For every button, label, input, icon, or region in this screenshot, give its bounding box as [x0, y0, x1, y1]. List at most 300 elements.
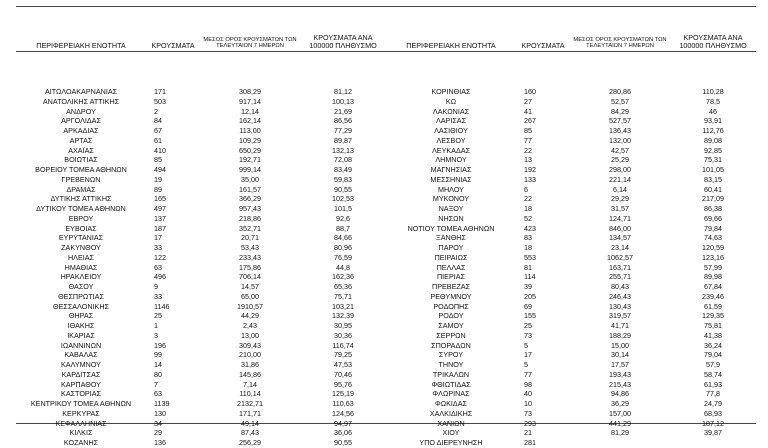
- table-row: [16, 350, 756, 360]
- cell-region-left: ΚΑΡΔΙΤΣΑΣ: [61, 369, 101, 379]
- cell-avg7-right: 527,57: [609, 116, 631, 126]
- cell-avg7-right: 298,00: [609, 165, 631, 174]
- cell-region-right: ΛΑΡΙΣΑΣ: [435, 116, 467, 126]
- cell-avg7-right: 188,29: [609, 330, 631, 340]
- cell-avg7-right: 41,71: [611, 321, 629, 330]
- cell-avg7-right: 130,43: [609, 301, 631, 311]
- cell-per100k-right: 129,35: [702, 311, 724, 321]
- cell-per100k-right: 74,63: [704, 233, 722, 243]
- cell-region-left: ΚΟΖΑΝΗΣ: [63, 438, 99, 447]
- cell-per100k-left: 44,8: [336, 262, 350, 272]
- cell-avg7-left: 175,86: [239, 262, 261, 272]
- cell-region-right: ΜΗΛΟΥ: [438, 184, 464, 194]
- cell-region-left: ΓΡΕΒΕΝΩΝ: [61, 174, 101, 184]
- cell-region-left: ΑΧΑΪΑΣ: [68, 145, 94, 155]
- cell-avg7-right: 193,43: [609, 369, 631, 379]
- cell-per100k-right: 78,5: [706, 96, 720, 106]
- cell-per100k-left: 81,12: [334, 87, 352, 96]
- cell-avg7-left: 145,86: [239, 369, 261, 379]
- cell-per100k-left: 36,06: [334, 428, 352, 438]
- cell-cases-left: 496: [154, 272, 166, 282]
- cell-region-right: ΚΟΡΙΝΘΙΑΣ: [431, 87, 471, 96]
- cell-cases-left: 503: [154, 96, 166, 106]
- cell-cases-right: 423: [524, 223, 536, 233]
- table-row: [16, 282, 756, 292]
- cell-region-right: ΠΕΛΛΑΣ: [436, 262, 466, 272]
- cell-cases-left: 494: [154, 165, 166, 174]
- cell-avg7-right: 29,29: [611, 194, 629, 204]
- cell-per100k-right: 39,87: [704, 428, 722, 438]
- cell-region-left: ΑΝΔΡΟΥ: [66, 106, 96, 116]
- cell-region-right: ΣΥΡΟΥ: [438, 350, 464, 360]
- cell-cases-left: 85: [154, 155, 162, 165]
- cell-cases-right: 22: [524, 145, 532, 155]
- cell-cases-left: 1146: [154, 301, 170, 311]
- cell-region-left: ΙΘΑΚΗΣ: [67, 321, 95, 330]
- cell-per100k-right: 93,91: [704, 116, 722, 126]
- table-row: [16, 263, 756, 273]
- table-row: [16, 97, 756, 107]
- cell-per100k-left: 162,36: [332, 272, 354, 282]
- table-body: [16, 87, 756, 448]
- cell-cases-right: 18: [524, 204, 532, 213]
- cell-cases-right: 73: [524, 330, 532, 340]
- cases-table: [16, 15, 756, 448]
- cell-per100k-left: 101,5: [334, 204, 352, 213]
- cell-avg7-left: 1910,57: [237, 301, 263, 311]
- table-row: [16, 399, 756, 409]
- cell-region-left: ΑΙΤΩΛΟΑΚΑΡΝΑΝΙΑΣ: [44, 87, 118, 96]
- table-row: [16, 272, 756, 282]
- cell-cases-left: 63: [154, 262, 162, 272]
- cell-per100k-left: 30,95: [334, 321, 352, 330]
- cell-avg7-left: 2132,71: [237, 399, 263, 408]
- cell-region-left: ΚΙΛΚΙΣ: [69, 428, 93, 438]
- cell-cases-left: 9: [154, 282, 158, 291]
- cell-cases-left: 1: [154, 321, 158, 330]
- cell-region-left: ΚΑΛΥΜΝΟΥ: [61, 360, 101, 369]
- cell-per100k-left: 92,6: [336, 213, 350, 223]
- cell-avg7-right: 42,57: [611, 145, 629, 155]
- cell-cases-left: 410: [154, 145, 166, 155]
- table-row: [16, 155, 756, 165]
- cell-per100k-left: 90,55: [334, 438, 352, 447]
- cell-cases-right: 192: [524, 165, 536, 174]
- table-row: [16, 233, 756, 243]
- cell-region-left: ΑΡΚΑΔΙΑΣ: [63, 126, 99, 135]
- cell-cases-left: 67: [154, 126, 162, 135]
- cell-cases-left: 2: [154, 106, 158, 116]
- cell-avg7-right: 246,43: [609, 291, 631, 301]
- table-row: [16, 87, 756, 97]
- cell-region-left: ΗΛΕΙΑΣ: [67, 252, 95, 262]
- cell-cases-right: 69: [524, 301, 532, 311]
- cell-avg7-left: 110,14: [239, 389, 261, 399]
- cell-per100k-left: 132,13: [332, 145, 354, 155]
- cell-avg7-left: 161,57: [239, 184, 261, 194]
- cell-per100k-right: 36,24: [704, 340, 722, 350]
- cell-per100k-left: 110,63: [332, 399, 354, 408]
- cell-region-right: ΦΩΚΙΔΑΣ: [435, 399, 467, 408]
- header-per100k-left: ΚΡΟΥΣΜΑΤΑ ΑΝΑ 100000 ΠΛΗΘΥΣΜΟ: [309, 33, 377, 50]
- cell-region-left: ΘΕΣΣΑΛΟΝΙΚΗΣ: [53, 301, 109, 311]
- cell-per100k-left: 88,7: [336, 223, 350, 233]
- cell-per100k-left: 102,53: [332, 194, 354, 204]
- cell-avg7-right: 124,71: [609, 213, 631, 223]
- cell-cases-right: 267: [524, 116, 536, 126]
- cell-per100k-left: 59,83: [334, 174, 352, 184]
- cell-per100k-left: 100,13: [332, 96, 354, 106]
- cell-per100k-left: 86,56: [334, 116, 352, 126]
- cell-cases-left: 84: [154, 116, 162, 126]
- cell-region-left: ΕΥΒΟΙΑΣ: [65, 223, 97, 233]
- cell-cases-right: 10: [524, 399, 532, 408]
- cell-cases-right: 98: [524, 379, 532, 389]
- cell-per100k-right: 83,15: [704, 174, 722, 184]
- cell-per100k-left: 47,53: [334, 360, 352, 369]
- cell-cases-left: 3: [154, 330, 158, 340]
- cell-avg7-right: 134,57: [609, 233, 631, 243]
- cell-avg7-left: 917,14: [239, 96, 261, 106]
- cell-avg7-left: 31,86: [241, 360, 259, 369]
- cell-avg7-right: 163,71: [609, 262, 631, 272]
- cell-cases-right: 40: [524, 389, 532, 399]
- cell-region-left: ΑΝΑΤΟΛΙΚΗΣ ΑΤΤΙΚΗΣ: [42, 96, 120, 106]
- cell-avg7-right: 1062,57: [607, 252, 633, 262]
- cell-region-right: ΧΑΝΙΩΝ: [437, 418, 465, 428]
- cell-avg7-left: 171,71: [239, 408, 261, 418]
- cell-per100k-right: 57,99: [704, 262, 722, 272]
- cell-per100k-right: 79,04: [704, 350, 722, 360]
- table-row: [16, 253, 756, 263]
- cell-avg7-right: 319,57: [609, 311, 631, 321]
- cell-avg7-right: 31,57: [611, 204, 629, 213]
- cell-cases-right: 85: [524, 126, 532, 135]
- cell-avg7-right: 23,14: [611, 243, 629, 252]
- cell-region-right: ΛΑΣΙΘΙΟΥ: [434, 126, 468, 135]
- cell-per100k-right: 68,93: [704, 408, 722, 418]
- cell-per100k-right: 61,93: [704, 379, 722, 389]
- cell-avg7-right: [570, 438, 670, 448]
- table-row: [16, 136, 756, 146]
- cell-cases-left: 171: [154, 87, 166, 96]
- top-rule: [16, 6, 756, 7]
- cell-avg7-right: 215,43: [609, 379, 631, 389]
- cell-region-right: ΡΟΔΟΠΗΣ: [433, 301, 469, 311]
- cell-per100k-left: 65,36: [334, 282, 352, 291]
- cell-cases-left: 89: [154, 184, 162, 194]
- cell-per100k-right: 24,79: [704, 399, 722, 408]
- cell-per100k-right: 217,09: [702, 194, 724, 204]
- cell-avg7-left: 308,29: [239, 87, 261, 96]
- header-per100k-right: ΚΡΟΥΣΜΑΤΑ ΑΝΑ 100000 ΠΛΗΘΥΣΜΟ: [679, 33, 747, 50]
- cell-per100k-left: 76,59: [334, 252, 352, 262]
- cell-region-left: ΚΑΣΤΟΡΙΑΣ: [61, 389, 101, 399]
- cell-cases-left: 25: [154, 311, 162, 321]
- cell-region-right: ΤΗΝΟΥ: [438, 360, 464, 369]
- cell-avg7-left: 13,00: [241, 330, 259, 340]
- cell-per100k-right: 120,59: [702, 243, 724, 252]
- cell-avg7-right: 94,86: [611, 389, 629, 399]
- cell-region-left: ΑΡΓΟΛΙΔΑΣ: [61, 116, 101, 126]
- table-row: [16, 292, 756, 302]
- cell-avg7-right: 441,29: [609, 418, 631, 428]
- cell-cases-left: 130: [154, 408, 166, 418]
- cell-cases-right: 281: [524, 438, 536, 447]
- cell-cases-right: 81: [524, 262, 532, 272]
- header-cases-left: ΚΡΟΥΣΜΑΤΑ: [151, 40, 195, 50]
- cell-per100k-left: 80,96: [334, 243, 352, 252]
- cell-per100k-left: 77,29: [334, 126, 352, 135]
- cell-avg7-right: 132,00: [609, 135, 631, 145]
- table-row: [16, 243, 756, 253]
- cell-per100k-right: 112,76: [702, 126, 724, 135]
- cell-avg7-right: 84,29: [611, 106, 629, 116]
- cell-cases-left: 187: [154, 223, 166, 233]
- cell-cases-right: 52: [524, 213, 532, 223]
- cell-per100k-left: 116,74: [332, 340, 354, 350]
- table-row: [16, 331, 756, 341]
- table-row: [16, 185, 756, 195]
- cell-avg7-left: 14,57: [241, 282, 259, 291]
- cell-region-right: ΝΑΞΟΥ: [438, 204, 464, 213]
- cell-region-right: ΛΕΥΚΑΔΑΣ: [431, 145, 470, 155]
- table-row: [16, 419, 756, 429]
- cell-avg7-left: 192,71: [239, 155, 261, 165]
- cell-avg7-left: 999,14: [239, 165, 261, 174]
- table-row: [16, 224, 756, 234]
- cell-per100k-left: 89,87: [334, 135, 352, 145]
- cell-avg7-left: 233,43: [239, 252, 261, 262]
- cell-cases-right: 25: [524, 321, 532, 330]
- cell-cases-left: 99: [154, 350, 162, 360]
- cell-per100k-right: 41,38: [704, 330, 722, 340]
- cell-per100k-right: 67,84: [704, 282, 722, 291]
- table-row: [16, 311, 756, 321]
- cell-per100k-right: [670, 438, 756, 448]
- cell-region-right: ΝΟΤΙΟΥ ΤΟΜΕΑ ΑΘΗΝΩΝ: [407, 223, 495, 233]
- cell-avg7-right: 255,71: [609, 272, 631, 282]
- cell-region-left: ΚΑΒΑΛΑΣ: [64, 350, 98, 360]
- cell-region-left: ΘΗΡΑΣ: [68, 311, 94, 321]
- cell-cases-left: 137: [154, 213, 166, 223]
- cell-region-right: ΠΕΙΡΑΙΩΣ: [434, 252, 468, 262]
- cell-avg7-left: 210,00: [239, 350, 261, 360]
- cell-per100k-left: 94,97: [334, 418, 352, 428]
- cell-per100k-right: 79,84: [704, 223, 722, 233]
- cell-region-left: ΚΕΝΤΡΙΚΟΥ ΤΟΜΕΑ ΑΘΗΝΩΝ: [30, 399, 132, 408]
- cell-region-right: ΦΘΙΩΤΙΔΑΣ: [431, 379, 471, 389]
- cell-cases-left: 165: [154, 194, 166, 204]
- cell-avg7-right: 221,14: [609, 174, 631, 184]
- cell-per100k-left: 21,69: [334, 106, 352, 116]
- cell-per100k-right: 89,08: [704, 135, 722, 145]
- cell-region-left: ΖΑΚΥΝΘΟΥ: [61, 243, 101, 252]
- header-region-right: ΠΕΡΙΦΕΡΕΙΑΚΗ ΕΝΟΤΗΤΑ: [406, 40, 496, 50]
- cell-cases-left: 136: [154, 438, 166, 447]
- cell-cases-right: 77: [524, 369, 532, 379]
- cell-avg7-right: 157,00: [609, 408, 631, 418]
- cell-avg7-right: 80,43: [611, 282, 629, 291]
- cell-cases-left: 14: [154, 360, 162, 369]
- cell-region-right: ΥΠΟ ΔΙΕΡΕΥΝΗΣΗ: [419, 438, 483, 447]
- cell-cases-right: 17: [524, 350, 532, 360]
- cell-per100k-right: 60,41: [704, 184, 722, 194]
- cell-avg7-left: 2,43: [243, 321, 257, 330]
- cell-avg7-left: 162,14: [239, 116, 261, 126]
- header-avg7-right: ΜΕΣΟΣ ΟΡΟΣ ΚΡΟΥΣΜΑΤΩΝ ΤΩΝ ΤΕΛΕΥΤΑΙΩΝ 7 ΗΜΕΡΩΝ: [573, 36, 667, 50]
- cell-per100k-right: 110,28: [702, 87, 724, 96]
- cell-region-left: ΔΥΤΙΚΗΣ ΑΤΤΙΚΗΣ: [50, 194, 112, 204]
- header-region-left: ΠΕΡΙΦΕΡΕΙΑΚΗ ΕΝΟΤΗΤΑ: [36, 40, 126, 50]
- table-row: [16, 380, 756, 390]
- table-row: [16, 204, 756, 214]
- cell-per100k-right: 69,66: [704, 213, 722, 223]
- cell-region-right: ΦΛΩΡΙΝΑΣ: [432, 389, 470, 399]
- cell-avg7-left: 113,00: [239, 126, 261, 135]
- cell-region-right: ΧΙΟΥ: [442, 428, 460, 438]
- cell-region-left: ΚΕΡΚΥΡΑΣ: [62, 408, 100, 418]
- cell-region-left: ΚΕΦΑΛΛΗΝΙΑΣ: [55, 418, 107, 428]
- cell-avg7-left: 65,00: [241, 291, 259, 301]
- cell-cases-right: 83: [524, 233, 532, 243]
- cell-region-right: ΣΠΟΡΑΔΩΝ: [431, 340, 471, 350]
- cell-per100k-left: 90,55: [334, 184, 352, 194]
- table-row: [16, 175, 756, 185]
- cell-region-left: ΗΡΑΚΛΕΙΟΥ: [60, 272, 102, 282]
- cell-region-left: ΙΩΑΝΝΙΝΩΝ: [60, 340, 102, 350]
- cell-avg7-left: 44,29: [241, 311, 259, 321]
- cell-cases-left: 34: [154, 418, 162, 428]
- cell-cases-right: 160: [524, 87, 536, 96]
- cell-cases-right: 22: [524, 194, 532, 204]
- table-row: [16, 389, 756, 399]
- cell-avg7-left: 218,86: [239, 213, 261, 223]
- cell-region-right: ΚΩ: [445, 96, 457, 106]
- cell-avg7-right: 6,14: [613, 184, 627, 194]
- cell-cases-right: 27: [524, 96, 532, 106]
- cell-region-left: ΙΚΑΡΙΑΣ: [67, 330, 95, 340]
- cell-cases-right: 21: [524, 428, 532, 438]
- cell-per100k-right: 61,59: [704, 301, 722, 311]
- cell-per100k-left: 125,19: [332, 389, 354, 399]
- cell-region-left: ΔΥΤΙΚΟΥ ΤΟΜΕΑ ΑΘΗΝΩΝ: [36, 204, 126, 213]
- cell-cases-right: 5: [524, 340, 528, 350]
- table-row: [16, 302, 756, 312]
- cell-cases-left: 497: [154, 204, 166, 213]
- cell-cases-left: 80: [154, 369, 162, 379]
- cell-region-right: ΛΕΣΒΟΥ: [436, 135, 466, 145]
- cell-cases-right: 553: [524, 252, 536, 262]
- cell-cases-right: 155: [524, 311, 536, 321]
- cell-avg7-right: 280,86: [609, 87, 631, 96]
- cell-avg7-left: 957,43: [239, 204, 261, 213]
- cell-avg7-right: 846,00: [609, 223, 631, 233]
- cell-per100k-right: 86,38: [704, 204, 722, 213]
- table-row: [16, 370, 756, 380]
- table-row: [16, 165, 756, 175]
- cell-cases-right: 133: [524, 174, 536, 184]
- cell-per100k-left: 83,49: [334, 165, 352, 174]
- cell-cases-left: 29: [154, 428, 162, 438]
- cell-region-right: ΡΟΔΟΥ: [438, 311, 464, 321]
- cell-cases-right: 39: [524, 282, 532, 291]
- cell-cases-right: 114: [524, 272, 536, 282]
- cell-per100k-left: 79,25: [334, 350, 352, 360]
- cell-per100k-left: 124,56: [332, 408, 354, 418]
- cell-per100k-right: 239,46: [702, 291, 724, 301]
- cell-cases-left: 196: [154, 340, 166, 350]
- cell-avg7-left: 20,71: [241, 233, 259, 243]
- cell-cases-right: 205: [524, 291, 536, 301]
- cell-region-left: ΚΑΡΠΑΘΟΥ: [61, 379, 101, 389]
- cell-avg7-right: 81,29: [611, 428, 629, 438]
- table-row: [16, 409, 756, 419]
- cell-per100k-right: 75,81: [704, 321, 722, 330]
- cell-cases-left: 122: [154, 252, 166, 262]
- cell-region-right: ΤΡΙΚΑΛΩΝ: [432, 369, 470, 379]
- cell-per100k-left: 72,08: [334, 155, 352, 165]
- header-avg7-left: ΜΕΣΟΣ ΟΡΟΣ ΚΡΟΥΣΜΑΤΩΝ ΤΩΝ ΤΕΛΕΥΤΑΙΩΝ 7 ΗΜΕΡΩΝ: [203, 36, 297, 50]
- cell-per100k-right: 75,31: [704, 155, 722, 165]
- cell-cases-right: 73: [524, 408, 532, 418]
- cell-avg7-left: 309,43: [239, 340, 261, 350]
- cell-per100k-right: 58,74: [704, 369, 722, 379]
- cell-region-right: ΝΗΣΩΝ: [438, 213, 464, 223]
- cell-cases-left: 33: [154, 243, 162, 252]
- cell-cases-right: 293: [524, 418, 536, 428]
- cell-cases-right: 13: [524, 155, 532, 165]
- cell-region-right: ΜΕΣΣΗΝΙΑΣ: [430, 174, 472, 184]
- cell-avg7-left: 7,14: [243, 379, 257, 389]
- cell-avg7-right: 17,57: [611, 360, 629, 369]
- cell-per100k-left: 75,71: [334, 291, 352, 301]
- cell-cases-left: 61: [154, 135, 162, 145]
- table-row: [16, 194, 756, 204]
- cell-per100k-left: 103,21: [332, 301, 354, 311]
- cell-cases-right: 77: [524, 135, 532, 145]
- cell-per100k-left: 95,76: [334, 379, 352, 389]
- cell-region-right: ΛΗΜΝΟΥ: [435, 155, 467, 165]
- cell-avg7-right: 15,00: [611, 340, 629, 350]
- cell-region-right: ΣΑΜΟΥ: [438, 321, 464, 330]
- cell-per100k-left: 84,66: [334, 233, 352, 243]
- cell-region-left: ΕΒΡΟΥ: [68, 213, 94, 223]
- cell-avg7-left: 87,43: [241, 428, 259, 438]
- cell-per100k-right: 123,16: [702, 252, 724, 262]
- table-row: [16, 438, 756, 448]
- cell-per100k-right: 57,9: [706, 360, 720, 369]
- cell-avg7-left: 256,29: [239, 438, 261, 447]
- cell-region-left: ΕΥΡΥΤΑΝΙΑΣ: [58, 233, 104, 243]
- cell-region-right: ΡΕΘΥΜΝΟΥ: [430, 291, 472, 301]
- cell-region-left: ΔΡΑΜΑΣ: [66, 184, 96, 194]
- cell-avg7-left: 109,29: [239, 135, 261, 145]
- cell-per100k-right: 46: [709, 106, 717, 116]
- cell-avg7-right: 25,29: [611, 155, 629, 165]
- cell-avg7-left: 706,14: [239, 272, 261, 282]
- cell-avg7-right: 136,43: [609, 126, 631, 135]
- table-row: [16, 321, 756, 331]
- cell-region-right: ΜΑΓΝΗΣΙΑΣ: [430, 165, 472, 174]
- header-cases-right: ΚΡΟΥΣΜΑΤΑ: [521, 40, 565, 50]
- cell-region-left: ΑΡΤΑΣ: [69, 135, 93, 145]
- cell-cases-left: 17: [154, 233, 162, 243]
- cell-avg7-left: 366,29: [239, 194, 261, 204]
- table-row: [16, 428, 756, 438]
- cell-avg7-left: 53,43: [241, 243, 259, 252]
- cell-region-right: ΠΙΕΡΙΑΣ: [436, 272, 465, 282]
